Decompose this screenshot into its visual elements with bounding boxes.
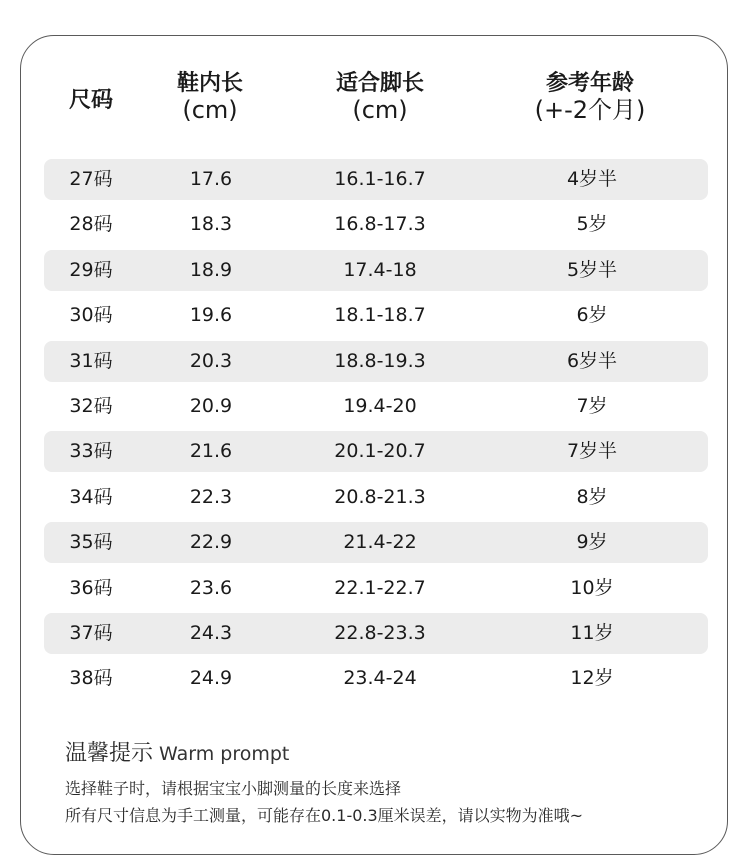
header-inner-length-label: 鞋内长: [176, 71, 243, 96]
header-size: [60, 87, 122, 114]
foot-length-cell: 22.8-23.3: [334, 621, 426, 644]
inner-length-cell: 20.9: [189, 394, 233, 417]
tips-line-1: 选择鞋子时，请根据宝宝小脚测量的长度来选择: [65, 779, 402, 798]
table-row: [44, 204, 708, 245]
foot-length-cell: 20.8-21.3: [334, 485, 426, 508]
size-cell: 29码: [69, 258, 113, 281]
size-table: [44, 159, 708, 704]
header-inner-length-unit: (cm): [182, 96, 238, 124]
age-cell: 10岁: [570, 576, 614, 599]
size-cell: 32码: [69, 394, 113, 417]
tips-title-cn: 温馨提示: [65, 741, 154, 766]
foot-length-cell: 16.1-16.7: [334, 168, 426, 190]
foot-length-cell: 18.1-18.7: [334, 304, 426, 327]
inner-length-cell: 19.6: [189, 304, 233, 327]
header-age: [510, 70, 670, 124]
inner-length-cell: 24.3: [189, 621, 233, 644]
inner-length-cell: 24.9: [189, 667, 233, 690]
tips-title-en: Warm prompt: [159, 743, 290, 765]
table-row: [44, 386, 708, 427]
foot-length-cell: 19.4-20: [343, 394, 417, 417]
age-cell: 7岁: [576, 394, 608, 417]
tips-line-2: 所有尺寸信息为手工测量，可能存在0.1-0.3厘米误差，请以实物为准哦~: [65, 806, 584, 825]
size-cell: 35码: [69, 531, 113, 554]
header-inner-length: [160, 70, 260, 124]
foot-length-cell: 20.1-20.7: [334, 440, 426, 463]
size-cell: 36码: [69, 576, 113, 599]
inner-length-cell: 21.6: [189, 440, 233, 463]
size-cell: 34码: [69, 485, 113, 508]
header-age-unit: (+-2个月): [534, 96, 646, 124]
header-foot-length-unit: (cm): [352, 96, 408, 124]
age-cell: 12岁: [570, 667, 614, 690]
table-row: [44, 522, 708, 563]
table-row: [44, 341, 708, 382]
table-row: [44, 613, 708, 654]
table-row: [44, 431, 708, 472]
foot-length-cell: 21.4-22: [343, 531, 417, 554]
inner-length-cell: 22.9: [189, 531, 233, 554]
table-row: [44, 477, 708, 518]
age-cell: 8岁: [576, 485, 608, 508]
size-cell: 30码: [69, 304, 113, 327]
foot-length-cell: 16.8-17.3: [334, 213, 426, 236]
header-foot-length: [320, 70, 440, 124]
inner-length-cell: 17.6: [189, 168, 233, 190]
foot-length-cell: 23.4-24: [343, 667, 417, 690]
age-cell: 5岁: [576, 213, 608, 236]
table-header: [0, 70, 750, 130]
foot-length-cell: 22.1-22.7: [334, 576, 426, 599]
tips-title: [65, 736, 289, 767]
header-age-label: 参考年龄: [545, 71, 634, 96]
size-cell: 33码: [69, 440, 113, 463]
age-cell: 4岁半: [566, 168, 618, 190]
inner-length-cell: 18.3: [189, 213, 233, 236]
inner-length-cell: 22.3: [189, 485, 233, 508]
header-foot-length-label: 适合脚长: [335, 71, 424, 96]
age-cell: 6岁半: [566, 349, 618, 372]
age-cell: 7岁半: [566, 440, 618, 463]
header-size-label: 尺码: [68, 88, 113, 113]
size-cell: 37码: [69, 621, 113, 644]
age-cell: 5岁半: [566, 258, 618, 281]
table-row: [44, 568, 708, 609]
inner-length-cell: 23.6: [189, 576, 233, 599]
foot-length-cell: 18.8-19.3: [334, 349, 426, 372]
inner-length-cell: 18.9: [189, 258, 233, 281]
age-cell: 11岁: [570, 621, 614, 644]
age-cell: 6岁: [576, 304, 608, 327]
size-cell: 28码: [69, 213, 113, 236]
inner-length-cell: 20.3: [189, 349, 233, 372]
table-row: [44, 250, 708, 291]
table-row: [44, 159, 708, 200]
table-row: [44, 658, 708, 699]
age-cell: 9岁: [576, 531, 608, 554]
size-cell: 27码: [69, 168, 113, 190]
size-cell: 38码: [69, 667, 113, 690]
table-row: [44, 295, 708, 336]
foot-length-cell: 17.4-18: [343, 258, 417, 281]
size-cell: 31码: [69, 349, 113, 372]
